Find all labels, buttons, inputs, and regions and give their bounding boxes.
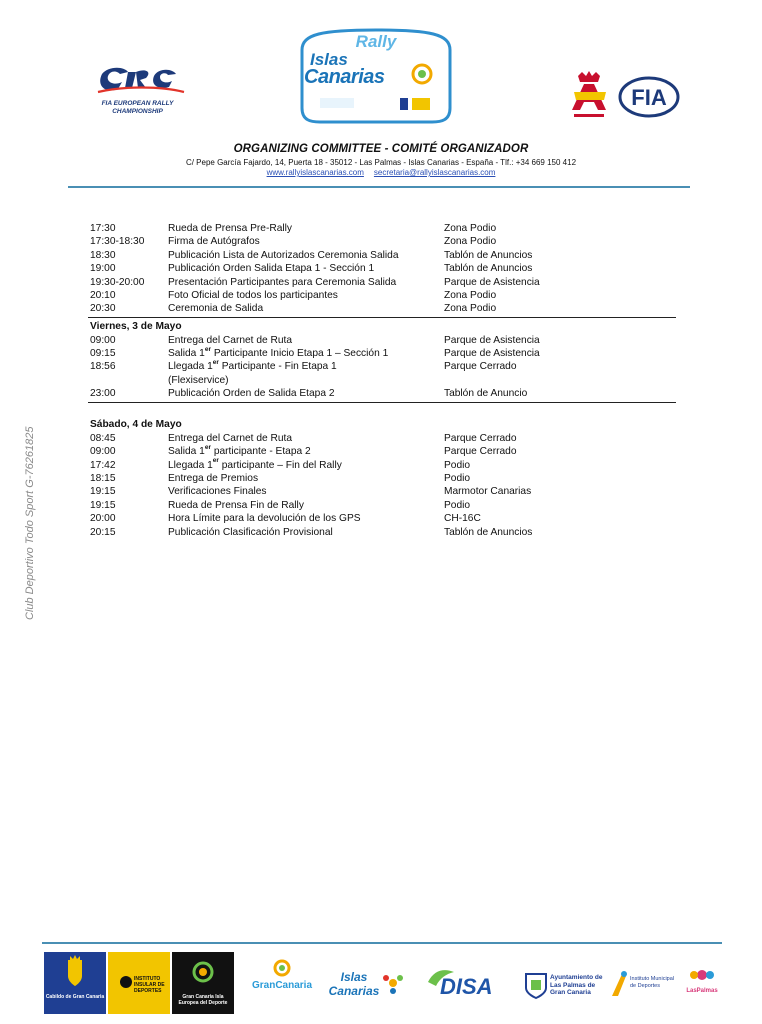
row-activity: Publicación Orden Salida Etapa 1 - Sección 1 <box>168 263 375 275</box>
table-row <box>90 334 675 347</box>
sponsor-instituto-insular <box>108 952 170 1014</box>
rally-islas-canarias-logo <box>292 28 460 124</box>
row-location: Tablón de Anuncios <box>444 249 533 261</box>
row-time: 20:00 <box>90 513 116 525</box>
row-time: 09:00 <box>90 446 116 458</box>
row-activity: Ceremonia de Salida <box>168 303 264 315</box>
row-time: 18:56 <box>90 361 116 373</box>
gc-swirl-icon <box>172 952 234 992</box>
table-row <box>90 347 675 360</box>
row-activity: Hora Límite para la devolución de los GPS <box>168 513 361 525</box>
activity-text-line2: (Flexiservice) <box>168 374 229 386</box>
row-location: Parque Cerrado <box>444 361 517 373</box>
table-row <box>90 302 675 315</box>
row-time: 09:00 <box>90 334 116 346</box>
activity-text: Llegada 1 <box>168 361 213 373</box>
row-location: Tablón de Anuncio <box>444 388 528 400</box>
page-title: ORGANIZING COMMITTEE - COMITÉ ORGANIZADOR <box>233 143 529 155</box>
sponsor-name: Gran Canaria Isla Europea del Deporte <box>178 994 228 1006</box>
row-time: 20:10 <box>90 289 116 301</box>
sponsor-name: DISA <box>440 974 493 999</box>
table-row <box>90 235 675 248</box>
row-location: Zona Podio <box>444 236 497 248</box>
table-row <box>90 387 675 400</box>
row-activity: Rueda de Prensa Fin de Rally <box>168 499 304 511</box>
ayuntamiento-crest-icon <box>524 970 548 1000</box>
cabildo-crest-icon <box>44 952 106 992</box>
row-location: Tablón de Anuncios <box>444 263 533 275</box>
row-time: 19:15 <box>90 499 116 511</box>
table-row <box>90 222 675 235</box>
row-time: 09:15 <box>90 348 116 360</box>
erc-logo-text: FIA EUROPEAN RALLY CHAMPIONSHIP <box>101 100 174 115</box>
row-activity: Presentación Participantes para Ceremonia Salida <box>168 276 397 288</box>
committee-heading <box>0 143 762 177</box>
sponsor-cabildo <box>44 952 106 1014</box>
row-time: 20:15 <box>90 526 116 538</box>
activity-text: Llegada 1 <box>168 459 213 471</box>
row-time: 19:30-20:00 <box>90 276 145 288</box>
table-row <box>90 289 675 302</box>
svg-text:FIA: FIA <box>631 85 667 110</box>
imd-figure-icon <box>606 970 630 1000</box>
erc-logo <box>80 62 195 122</box>
row-location: Parque de Asistencia <box>444 334 540 346</box>
sponsor-name: Instituto Municipal de Deportes <box>630 976 675 989</box>
ordinal-suffix: er <box>212 359 219 367</box>
table-row <box>90 512 675 525</box>
club-side-text: Club Deportivo Todo Sport G-76261825 <box>24 426 36 620</box>
activity-text: participante – Fin del Rally <box>218 459 342 471</box>
sponsor-disa <box>424 952 504 1014</box>
row-location: Podio <box>444 499 471 511</box>
row-activity <box>168 360 438 387</box>
row-activity <box>168 445 438 458</box>
row-location: Parque de Asistencia <box>444 276 540 288</box>
table-row <box>90 432 675 445</box>
rfeda-logo <box>566 70 612 122</box>
row-location: Podio <box>444 459 471 471</box>
rally-logo-line3: Canarias <box>304 66 385 88</box>
footer-divider <box>42 942 722 944</box>
activity-text: Participante Inicio Etapa 1 – Sección 1 <box>210 348 389 360</box>
grancanaria-swirl-icon <box>246 952 318 980</box>
activity-text: participante - Etapa 2 <box>210 446 311 458</box>
rally-logo-line2: Islas <box>310 50 348 69</box>
erc-swoosh-icon <box>80 62 195 102</box>
table-row <box>90 526 675 539</box>
activity-text: Salida 1 <box>168 446 205 458</box>
row-time: 18:30 <box>90 249 116 261</box>
schedule-table <box>90 222 675 539</box>
contact-links <box>0 168 762 177</box>
sponsor-name: Cabildo de Gran Canaria <box>45 994 105 1000</box>
row-time: 17:30-18:30 <box>90 236 145 248</box>
row-activity <box>168 347 438 360</box>
rfeda-crown-icon <box>566 70 612 122</box>
row-time: 17:42 <box>90 459 116 471</box>
ordinal-suffix: er <box>204 443 211 451</box>
row-location: Parque Cerrado <box>444 446 517 458</box>
row-time: 23:00 <box>90 388 116 400</box>
row-activity: Publicación Lista de Autorizados Ceremonia Salida <box>168 249 399 261</box>
row-location: Tablón de Anuncios <box>444 526 533 538</box>
sponsor-imd <box>606 952 680 1014</box>
header-divider <box>68 186 690 188</box>
table-row <box>90 445 675 458</box>
row-location: Zona Podio <box>444 303 497 315</box>
sponsor-gc-isla-europea <box>172 952 234 1014</box>
fia-globe-icon <box>618 76 680 118</box>
sponsor-ayuntamiento <box>522 952 604 1014</box>
row-time: 20:30 <box>90 303 116 315</box>
laspalmas-flower-icon <box>684 966 720 988</box>
rally-logo-line1: Rally <box>355 32 397 51</box>
fia-logo <box>618 76 680 118</box>
row-location: Parque Cerrado <box>444 432 517 444</box>
row-activity: Entrega del Carnet de Ruta <box>168 432 293 444</box>
row-location: Podio <box>444 473 471 485</box>
table-row <box>90 472 675 485</box>
canarias-star-icon <box>382 972 404 994</box>
table-row <box>90 249 675 262</box>
row-time: 17:30 <box>90 223 116 234</box>
row-activity: Foto Oficial de todos los participantes <box>168 289 338 301</box>
table-row <box>90 360 675 387</box>
sponsor-name: Islas Canarias <box>328 970 380 998</box>
row-activity: Entrega de Premios <box>168 473 259 485</box>
day-heading-friday: Viernes, 3 de Mayo <box>90 321 182 333</box>
table-row <box>90 262 675 275</box>
table-row <box>90 459 675 472</box>
spacer <box>90 405 675 418</box>
row-activity: Publicación Orden de Salida Etapa 2 <box>168 388 335 400</box>
row-location: Parque de Asistencia <box>444 348 540 360</box>
ordinal-suffix: er <box>212 457 219 465</box>
table-row <box>90 485 675 498</box>
sponsor-grancanaria <box>246 952 318 1014</box>
row-activity: Rueda de Prensa Pre-Rally <box>168 223 293 234</box>
sponsor-name: Ayuntamiento de Las Palmas de Gran Canaria <box>550 974 603 996</box>
sponsor-name: GranCanaria <box>251 980 313 991</box>
row-time: 19:00 <box>90 263 116 275</box>
email-link[interactable]: secretaria@rallyislascanarias.com <box>373 168 496 177</box>
sponsor-laspalmas <box>682 952 722 1014</box>
website-link[interactable]: www.rallyislascanarias.com <box>266 168 364 177</box>
table-row <box>90 276 675 289</box>
row-activity: Publicación Clasificación Provisional <box>168 526 333 538</box>
sponsor-name: INSTITUTO INSULAR DE DEPORTES <box>134 976 165 994</box>
row-activity: Entrega del Carnet de Ruta <box>168 334 293 346</box>
ordinal-suffix: er <box>204 345 211 353</box>
section-divider <box>88 317 676 319</box>
row-time: 19:15 <box>90 486 116 498</box>
day-heading-saturday: Sábado, 4 de Mayo <box>90 419 182 431</box>
row-location: CH-16C <box>444 513 481 525</box>
activity-text: Participante - Fin Etapa 1 <box>218 361 337 373</box>
section-divider <box>88 402 676 404</box>
row-location: Marmotor Canarias <box>444 486 532 498</box>
activity-text: Salida 1 <box>168 348 205 360</box>
row-location: Zona Podio <box>444 289 497 301</box>
table-row <box>90 499 675 512</box>
row-time: 08:45 <box>90 432 116 444</box>
row-time: 18:15 <box>90 473 116 485</box>
row-activity <box>168 459 438 472</box>
sponsor-islas-canarias <box>322 952 404 1014</box>
row-activity: Verificaciones Finales <box>168 486 267 498</box>
address-line: C/ Pepe García Fajardo, 14, Puerta 18 - 35012 - Las Palmas - Islas Canarias - España - Tlf.: +34 669 150 412 <box>185 158 577 167</box>
row-activity: Firma de Autógrafos <box>168 236 260 248</box>
row-location: Zona Podio <box>444 223 497 234</box>
sponsor-name: LasPalmas <box>686 988 718 994</box>
